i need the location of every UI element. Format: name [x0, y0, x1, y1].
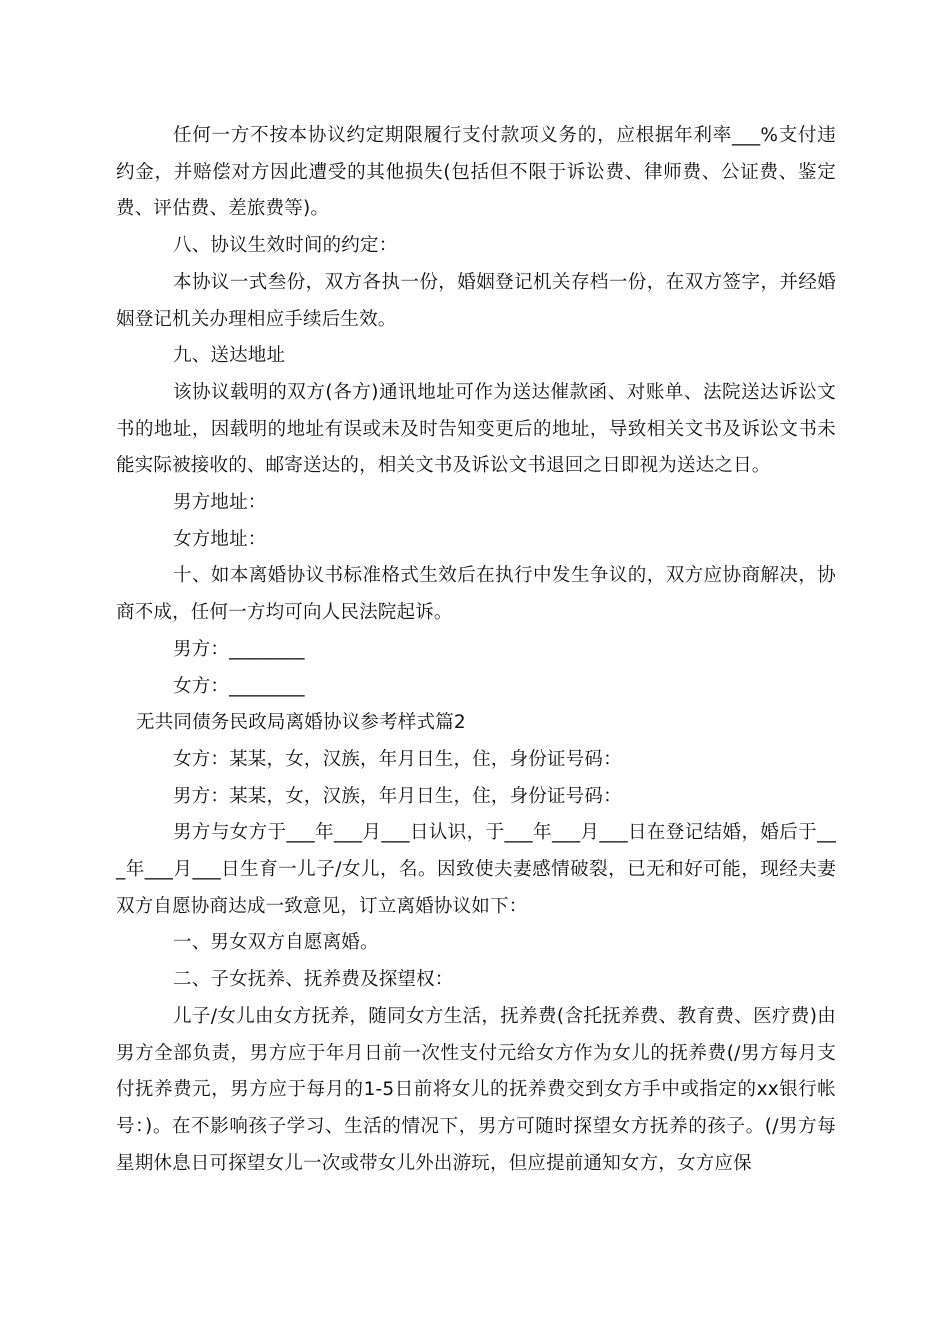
paragraph-section-10: 十、如本离婚协议书标准格式生效后在执行中发生争议的，双方应协商解决，协商不成，任何一方均可向人民法院起诉。 — [116, 565, 836, 624]
female-address-line: 女方地址： — [173, 528, 267, 550]
female-party-info: 女方：某某，女，汉族，年月日生，住，身份证号码： — [173, 748, 622, 770]
female-signature-line: 女方：________ — [173, 675, 305, 697]
document-part-2-title: 无共同债务民政局离婚协议参考样式篇2 — [136, 712, 466, 734]
male-signature-line: 男方：________ — [173, 638, 305, 660]
male-party-info: 男方：某某，女，汉族，年月日生，住，身份证号码： — [173, 785, 622, 807]
paragraph-delivery-address: 该协议载明的双方(各方)通讯地址可作为送达催款函、对账单、法院送达诉讼文书的地址，因载明的地址有误或未及时告知变更后的地址，导致相关文书及诉讼文书未能实际被接收的、邮寄送达的，相关文书及诉讼文书退回之日即视为送达之日。 — [116, 381, 836, 477]
paragraph-child-custody: 儿子/女儿由女方抚养，随同女方生活，抚养费(含托抚养费、教育费、医疗费)由男方全部负责，男方应于年月日前一次性支付元给女方作为女儿的抚养费(/男方每月支付抚养费元，男方应于每月的1-5日前将女儿的抚养费交到女方手中或指定的xx银行帐号：)。在不影响孩子学习、生活的情况下，男方可随时探望女方抚养的孩子。(/男方每星期休息日可探望女儿一次或带女儿外出游玩，但应提前通知女方，女方应保 — [116, 1005, 836, 1174]
heading-section-8: 八、协议生效时间的约定： — [173, 235, 398, 257]
paragraph-background: 男方与女方于___年___月___日认识，于___年___月___日在登记结婚，婚后于___年___月___日生育一儿子/女儿，名。因致使夫妻感情破裂，已无和好可能，现经夫妻双方自愿协商达成一致意见，订立离婚协议如下： — [116, 822, 836, 917]
document-body — [116, 118, 836, 1182]
clause-1: 一、男女双方自愿离婚。 — [173, 932, 379, 954]
male-address-line: 男方地址： — [173, 492, 267, 514]
clause-2-heading: 二、子女抚养、抚养费及探望权： — [173, 969, 454, 991]
heading-section-9: 九、送达地址 — [173, 345, 286, 367]
paragraph-penalty: 任何一方不按本协议约定期限履行支付款项义务的，应根据年利率___%支付违约金，并赔偿对方因此遭受的其他损失(包括但不限于诉讼费、律师费、公证费、鉴定费、评估费、差旅费等)。 — [116, 125, 836, 220]
paragraph-effective: 本协议一式叁份，双方各执一份，婚姻登记机关存档一份，在双方签字，并经婚姻登记机关办理相应手续后生效。 — [116, 271, 836, 330]
